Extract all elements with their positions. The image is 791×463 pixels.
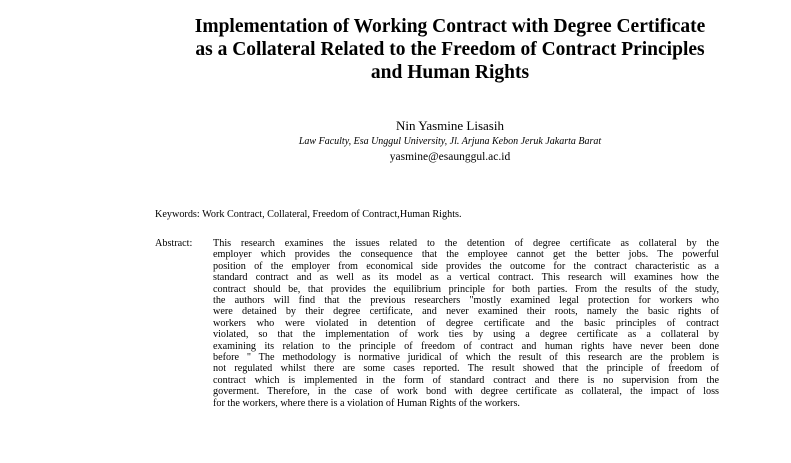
abstract-line: were detained by their degree certificate, and never examined their roots, namely the basic rights of	[213, 306, 719, 318]
abstract-line: examining its relation to the principle of freedom of contract and human rights have never been done	[213, 340, 719, 352]
abstract-line: the authors will find that the previous researchers "mostly examined legal protection for workers who	[213, 295, 719, 307]
abstract-line: violated, so that the implementation of work ties by using a degree certificate as a collateral by	[213, 329, 719, 341]
paper-title	[150, 15, 750, 84]
abstract-line: not regulated whilst there are some cases reported. The result showed that the principle of freedom of	[213, 363, 719, 375]
abstract-body	[213, 238, 719, 409]
abstract-line: goverment. Therefore, in the case of work bond with degree certificate as collateral, the impact of loss	[213, 386, 719, 398]
keywords: Keywords: Work Contract, Collateral, Freedom of Contract,Human Rights.	[155, 209, 462, 220]
abstract-line: standard contract and as well as its model as a vertical contract. This research will examines how the	[213, 272, 719, 284]
author-name: Nin Yasmine Lisasih	[396, 118, 504, 133]
author-affiliation: Law Faculty, Esa Unggul University, Jl. Arjuna Kebon Jeruk Jakarta Barat	[298, 136, 602, 147]
author-email: yasmine@esaunggul.ac.id	[389, 151, 511, 163]
abstract-line: position of the employer from economical side provides the outcome for the contract characteristic as a	[213, 260, 719, 272]
title-line: and Human Rights	[370, 62, 530, 83]
abstract-line: contract should be, that provides the equilibrium principle for both parties. From the results of the study,	[213, 283, 719, 295]
abstract-label: Abstract:	[155, 238, 193, 249]
abstract-line: This research examines the issues related to the detention of degree certificate as collateral by the	[213, 238, 719, 249]
title-line: as a Collateral Related to the Freedom of Contract Principles	[195, 39, 705, 60]
abstract-line: for the workers, where there is a violation of Human Rights of the workers.	[213, 397, 520, 409]
abstract-line: workers who were violated in detention of degree certificate and the basic principles of contract	[213, 317, 719, 329]
abstract-line: contract which is implemented in the form of standard contract and there is no supervision from the	[213, 374, 719, 386]
abstract-line: before " The methodology is normative juridical of which the result of this research are the problem is	[213, 352, 719, 364]
title-line: Implementation of Working Contract with Degree Certificate	[194, 16, 706, 37]
abstract-line: employer which provides the consequence that the employee cannot get the better jobs. The powerful	[213, 249, 719, 261]
